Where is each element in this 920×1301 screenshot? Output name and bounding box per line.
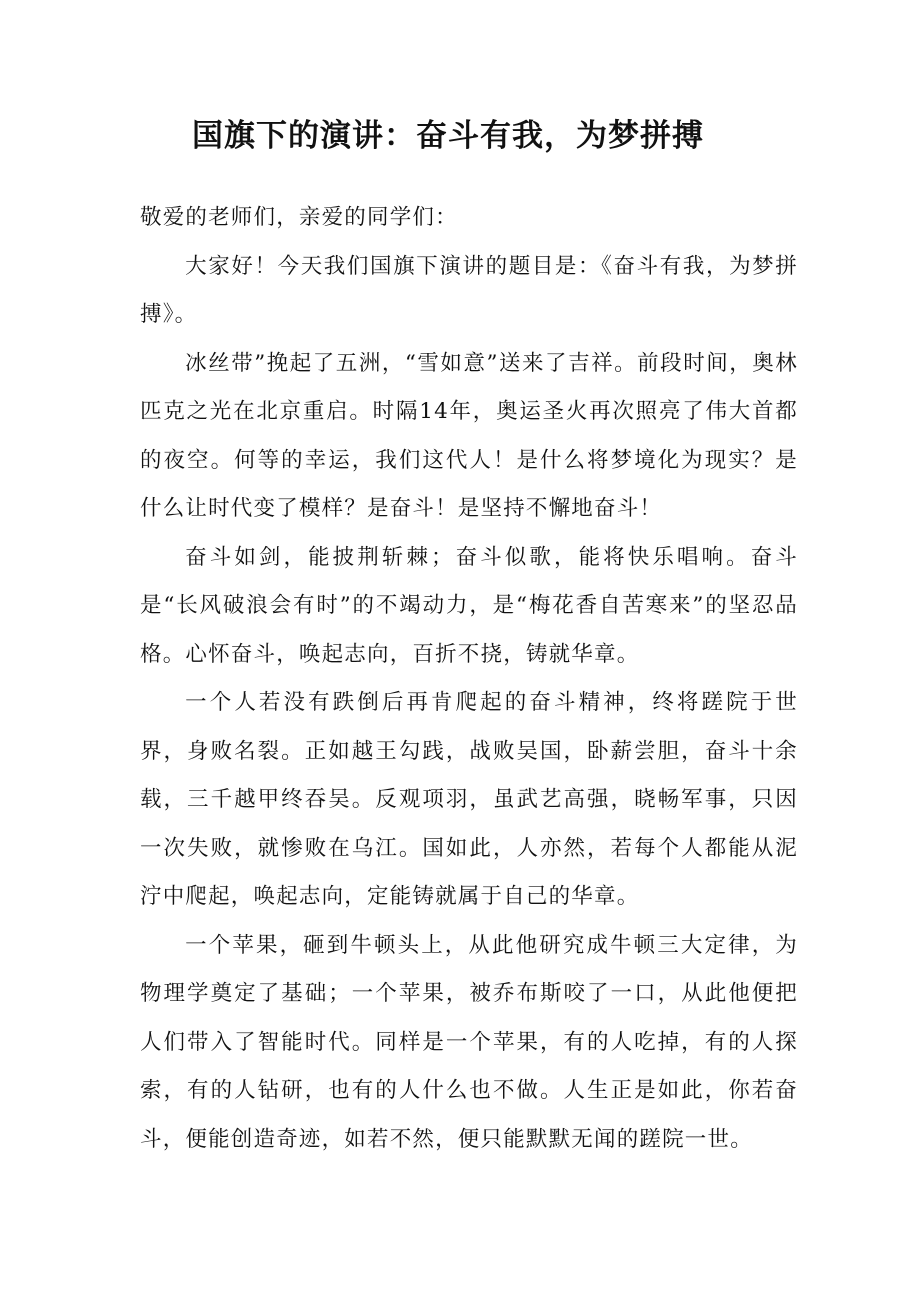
paragraph-goujian: 一个人若没有跌倒后再肯爬起的奋斗精神，终将蹉院于世界，身败名裂。正如越王勾践，战败吴国，卧薪尝胆，奋斗十余载，三千越甲终吞吴。反观项羽，虽武艺高强，晓畅军事，只因一次失败，就惨败在乌江。国如此，人亦然，若每个人都能从泥泞中爬起，唤起志向，定能铸就属于自己的华章。 xyxy=(140,690,798,909)
paragraph-apple: 一个苹果，砸到牛顿头上，从此他研究成牛顿三大定律，为物理学奠定了基础；一个苹果，被乔布斯咬了一口，从此他便把人们带入了智能时代。同样是一个苹果，有的人吃掉，有的人探索，有的人钻研，也有的人什么也不做。人生正是如此，你若奋斗，便能创造奇迹，如若不然，便只能默默无闻的蹉院一世。 xyxy=(140,932,798,1152)
speech-body xyxy=(140,194,798,1164)
paragraph-greeting: 大家好！今天我们国旗下演讲的题目是：《奋斗有我，为梦拼搏》。 xyxy=(140,253,798,327)
paragraph-olympics: 冰丝带”挽起了五洲，“雪如意”送来了吉祥。前段时间，奥林匹克之光在北京重启。时隔14年，奥运圣火再次照亮了伟大首都的夜空。何等的幸运，我们这代人！是什么将梦境化为现实？是什么让时代变了模样？是奋斗！是坚持不懈地奋斗！ xyxy=(140,350,798,521)
salutation: 敬爱的老师们，亲爱的同学们： xyxy=(140,205,458,230)
paragraph-striving: 奋斗如剑，能披荆斩棘；奋斗似歌，能将快乐唱响。奋斗是“长风破浪会有时”的不竭动力，是“梅花香自苦寒来”的坚忍品格。心怀奋斗，唤起志向，百折不挠，铸就华章。 xyxy=(140,544,798,667)
page-title: 国旗下的演讲：奋斗有我，为梦拼搏 xyxy=(192,118,704,154)
